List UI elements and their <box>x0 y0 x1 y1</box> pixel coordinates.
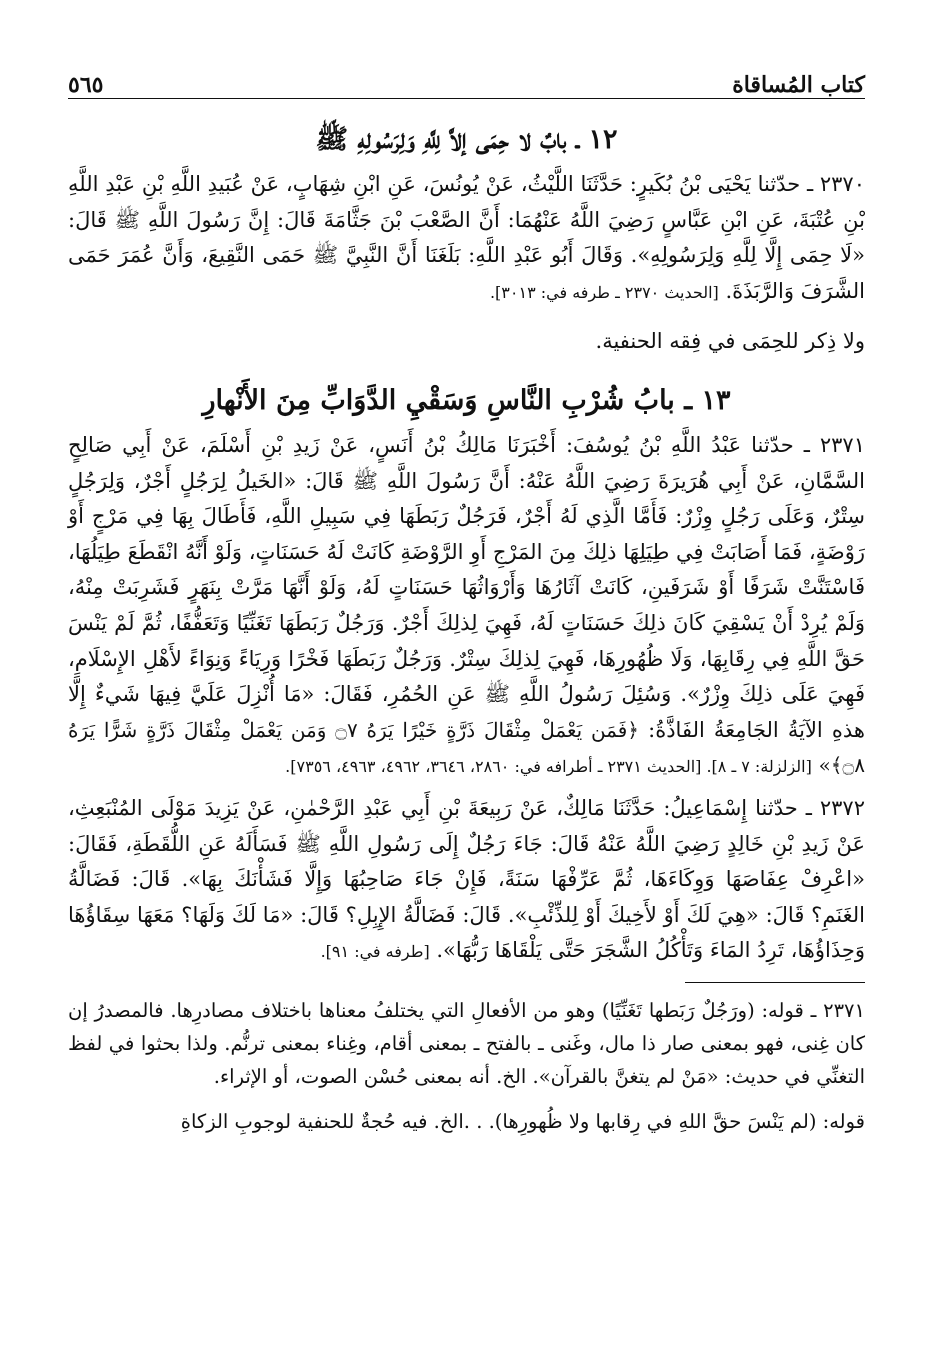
book-title: كتاب المُساقاة <box>732 72 865 98</box>
hadith-2370 <box>68 167 865 310</box>
hadith-2372-ref: [طرفه في: ٩١]. <box>320 942 430 962</box>
hadith-2372-text: ٢٣٧٢ ـ حدّثنا إِسْمَاعِيلُ: حَدَّثَنَا مَالِكٌ، عَنْ رَبِيعَةَ بْنِ أَبِي عَبْدِ الرَّحْمٰنِ، عَنْ يَزِيدَ مَوْلَى المُنْبَعِثِ، عَنْ زَيدِ بْنِ خَالِدٍ رَضِيَ اللَّهُ عَنْهُ قَالَ: جَاءَ رَجُلٌ إِلَى رَسُولِ اللَّهِ ﷺ فَسَأَلَهُ عَنِ اللُّقَطَةِ، فَقَالَ: «اعْرِفْ عِفَاصَهَا وَوِكَاءَهَا، ثُمَّ عَرِّفْهَا سَنَةً، فَإِنْ جَاءَ صَاحِبُهَا وَإِلَّا فَشَأْنَكَ بِهَا». قَالَ: فَضَالَّةُ الغَنَمِ؟ قَالَ: «هِيَ لَكَ أَوْ لأَخِيكَ أَوْ لِلذِّئْبِ». قَالَ: فَضَالَّةُ الإِبِلِ؟ قَالَ: «مَا لَكَ وَلَهَا؟ مَعَهَا سِقَاؤُهَا وَحِذَاؤُهَا، تَرِدُ المَاءَ وَتَأْكُلُ الشَّجَرَ حَتَّى يَلْقَاهَا رَبُّهَا». <box>68 795 865 963</box>
footnote-divider <box>685 982 865 984</box>
hadith-2370-text: ٢٣٧٠ ـ حدّثنا يَحْيَى بْنُ بُكَيرٍ: حَدَّثَنَا اللَّيْثُ، عَنْ يُونُسَ، عَنِ ابْنِ شِهَابٍ، عَنْ عُبَيدِ اللَّهِ بْنِ عَبْدِ اللَّهِ بْنِ عُتْبَةَ، عَنِ ابْنِ عَبَّاسٍ رَضِيَ اللَّهُ عَنْهُمَا: أَنَّ الصَّعْبَ بْنَ جَثَّامَةَ قَالَ: إِنَّ رَسُولَ اللَّهِ ﷺ قَالَ: «لَا حِمَى إِلَّا لِلَّهِ وَلِرَسُولِهِ». وَقَالَ أَبُو عَبْدِ اللَّهِ: بَلَغَنَا أَنَّ النَّبِيَّ ﷺ حَمَى النَّقِيعَ، وَأَنَّ عُمَرَ حَمَى الشَّرَفَ وَالرَّبَذَةَ. <box>68 172 866 303</box>
chapter-13-title: ١٣ ـ بابُ شُرْبِ النَّاسِ وَسَقْيِ الدَّوَابِّ مِنَ الأَنْهارِ <box>202 384 731 416</box>
hadith-2370-ref: [الحديث ٢٣٧٠ ـ طرفه في: ٣٠١٣]. <box>489 282 719 302</box>
hadith-2372 <box>68 791 865 970</box>
commentary-zakat: قوله: (لم يَنْسَ حقَّ اللهِ في رِقابها ولا ظُهورِها). . .الخ. فيه حُجةٌ للحنفية لوجوبِ الزكاةِ <box>180 1109 865 1133</box>
hadith-2371-text: ٢٣٧١ ـ حدّثنا عَبْدُ اللَّهِ بْنُ يُوسُفَ: أَخْبَرَنَا مَالِكُ بْنُ أَنَسٍ، عَنْ زَيدِ بْنِ أَسْلَمَ، عَنْ أَبِي صَالِحٍ السَّمَّانِ، عَنْ أَبِي هُرَيرَةَ رَضِيَ اللَّهُ عَنْهُ: أَنَّ رَسُولَ اللَّهِ ﷺ قَالَ: «الخَيلُ لِرَجُلٍ أَجْرٌ، وَلِرَجُلٍ سِتْرٌ، وَعَلَى رَجُلٍ وِزْرٌ: فَأَمَّا الَّذِي لَهُ أَجْرٌ، فَرَجُلٌ رَبَطَهَا فِي سَبِيلِ اللَّهِ، فَأَطَالَ بِهَا فِي مَرْجٍ أَوْ رَوْضَةٍ، فَمَا أَصَابَتْ فِي طِيَلِهَا ذلِكَ مِنَ المَرْجِ أَوِ الرَّوْضَةِ كَانَتْ لَهُ حَسَنَاتٍ، وَلَوْ أَنَّهُ انْقَطَعَ طِيَلُهَا، فَاسْتَنَّتْ شَرَفًا أَوْ شَرَفَينِ، كَانَتْ آثَارُهَا وَأَرْوَاثُهَا حَسَنَاتٍ لَهُ، وَلَوْ أَنَّهَا مَرَّتْ بِنَهَرٍ فَشَرِبَتْ مِنْهُ، وَلَمْ يُرِدْ أَنْ يَسْقِيَ كَانَ ذلِكَ حَسَنَاتٍ لَهُ، فَهِيَ لِذلِكَ أَجْرٌ. وَرَجُلٌ رَبَطَهَا تَغَنِّيًا وَتَعَفُّفًا، ثُمَّ لَمْ يَنْسَ حَقَّ اللَّهِ فِي رِقَابِهَا، وَلَا ظُهُورِهَا، فَهِيَ لِذلِكَ سِتْرٌ. وَرَجُلٌ رَبَطَهَا فَخْرًا وَرِيَاءً وَنِوَاءً لأَهْلِ الإِسْلَامِ، فَهِيَ عَلَى ذلِكَ وِزْرٌ». وَسُئِلَ رَسُولُ اللَّهِ ﷺ عَنِ الحُمُرِ، فَقَالَ: «مَا أُنْزِلَ عَلَيَّ فِيهَا شَيءٌ إِلَّا هذهِ الآيَةُ الجَامِعَةُ الفَاذَّةُ: <box>68 432 865 742</box>
quran-verse: ﴿فَمَن يَعْمَلْ مِثْقَالَ ذَرَّةٍ خَيْرًا يَرَهُ ۝٧ وَمَن يَعْمَلْ مِثْقَالَ ذَرَّةٍ شَرًّا يَرَهُ ۝٨﴾» <box>68 717 865 778</box>
commentary-2371: ٢٣٧١ ـ قوله: (ورَجُلٌ رَبَطها تَغَنِّيًا) وهو من الأفعالِ التي يختلفُ معناها باختلاف مصادرِها. فالمصدرُ إن كان غِنى، فهو بمعنى صار ذا مال، وغَنى ـ بالفتح ـ بمعنى أقام، وغِناء بمعنى ترنُّم. ولذا بحثوا في لفظ التغنِّي في حديث: «مَنْ لم يتغنَّ بالقرآن». الخ. أنه بمعنى حُسْن الصوت، أو الإثراء. <box>68 998 865 1088</box>
chapter-12-title: ١٢ ـ بابٌ لا حِمَى إلاَّ لِلَّهِ وَلِرَسُولِهِ ﷺ <box>315 124 618 155</box>
hadith-2371-ref: [الزلزلة: ٧ ـ ٨]. [الحديث ٢٣٧١ ـ أطرافه في: ٢٨٦٠، ٣٦٤٦، ٤٩٦٢، ٤٩٦٣، ٧٣٥٦]. <box>285 757 812 777</box>
hadith-2371 <box>68 428 865 785</box>
hanafi-note: ولا ذِكر للحِمَى في فِقه الحنفية. <box>595 329 865 354</box>
page-header <box>68 58 865 99</box>
page-number: ٥٦٥ <box>68 72 104 98</box>
